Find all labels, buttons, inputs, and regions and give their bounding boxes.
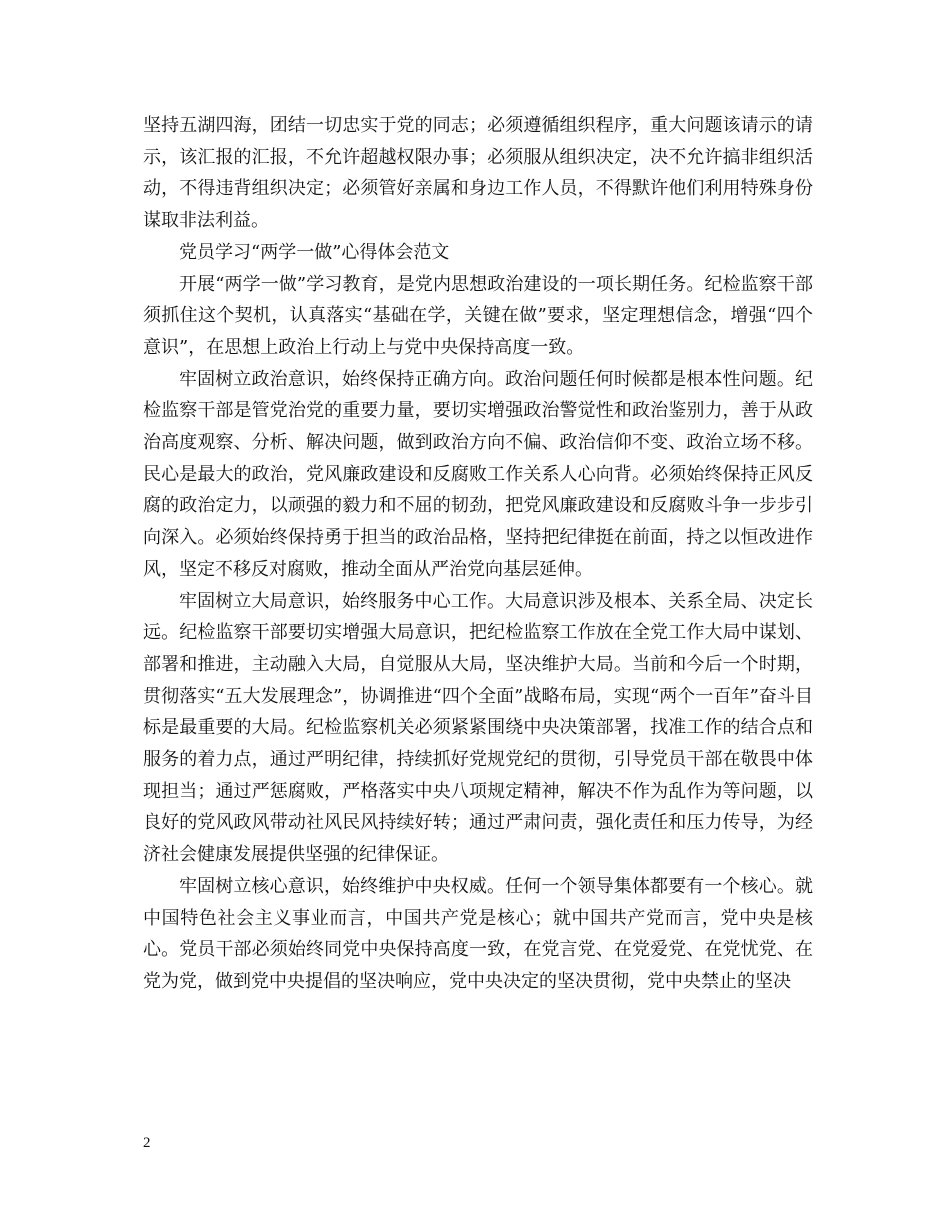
paragraph-overall-awareness: 牢固树立大局意识，始终服务中心工作。大局意识涉及根本、关系全局、决定长远。纪检监察干部要切实增强大局意识，把纪检监察工作放在全党工作大局中谋划、部署和推进，主动融入大局，自觉服从大局，坚决维护大局。当前和今后一个时期，贯彻落实“五大发展理念”，协调推进“四个全面”战略布局，实现“两个一百年”奋斗目标是最重要的大局。纪检监察机关必须紧紧围绕中央决策部署，找准工作的结合点和服务的着力点，通过严明纪律，持续抓好党规党纪的贯彻，引导党员干部在敬畏中体现担当；通过严惩腐败，严格落实中央八项规定精神，解决不作为乱作为等问题，以良好的党风政风带动社风民风持续好转；通过严肃问责，强化责任和压力传导，为经济社会健康发展提供坚强的纪律保证。 — [143, 590, 813, 866]
paragraph-continuation: 坚持五湖四海，团结一切忠实于党的同志；必须遵循组织程序，重大问题该请示的请示，该汇报的汇报，不允许超越权限办事；必须服从组织决定，决不允许搞非组织活动，不得违背组织决定；必须管好亲属和身边工作人员，不得默许他们利用特殊身份谋取非法利益。 — [143, 115, 813, 232]
document-body — [143, 110, 813, 998]
section-heading: 党员学习“两学一做”心得体会范文 — [179, 241, 450, 263]
paragraph-political-awareness: 牢固树立政治意识，始终保持正确方向。政治问题任何时候都是根本性问题。纪检监察干部是管党治党的重要力量，要切实增强政治警觉性和政治鉴别力，善于从政治高度观察、分析、解决问题，做到政治方向不偏、政治信仰不变、政治立场不移。民心是最大的政治，党风廉政建设和反腐败工作关系人心向背。必须始终保持正风反腐的政治定力，以顽强的毅力和不屈的韧劲，把党风廉政建设和反腐败斗争一步步引向深入。必须始终保持勇于担当的政治品格，坚持把纪律挺在前面，持之以恒改进作风，坚定不移反对腐败，推动全面从严治党向基层延伸。 — [143, 368, 813, 580]
paragraph-intro: 开展“两学一做”学习教育，是党内思想政治建设的一项长期任务。纪检监察干部须抓住这个契机，认真落实“基础在学，关键在做”要求，坚定理想信念，增强“四个意识”，在思想上政治上行动上与党中央保持高度一致。 — [143, 273, 813, 358]
page-number: 2 — [143, 1135, 151, 1151]
paragraph-core-awareness: 牢固树立核心意识，始终维护中央权威。任何一个领导集体都要有一个核心。就中国特色社会主义事业而言，中国共产党是核心；就中国共产党而言，党中央是核心。党员干部必须始终同党中央保持高度一致，在党言党、在党爱党、在党忧党、在党为党，做到党中央提倡的坚决响应，党中央决定的坚决贯彻，党中央禁止的坚决 — [143, 875, 813, 992]
